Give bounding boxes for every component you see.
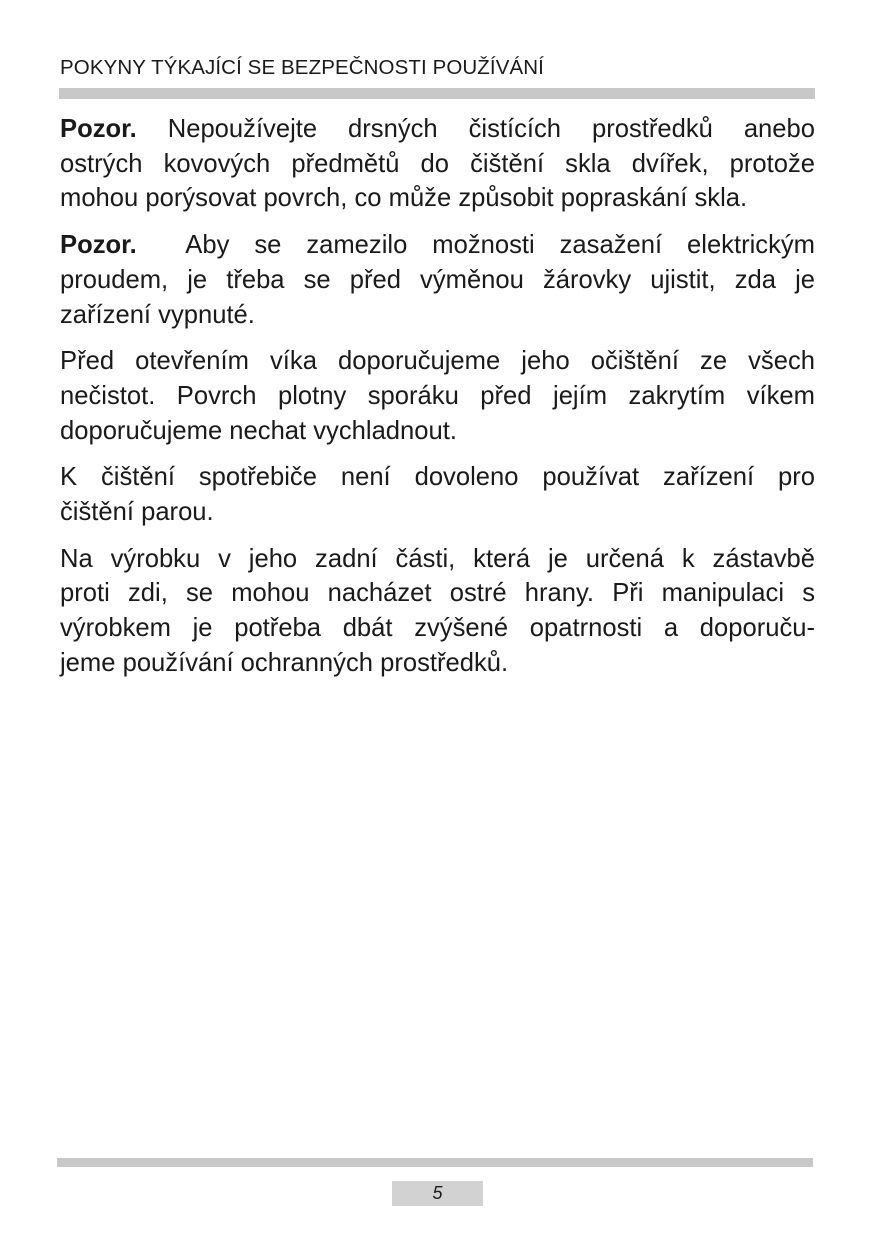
paragraph-sharp-edges	[60, 542, 815, 681]
document-body	[60, 112, 815, 693]
text-line: Na výrobku v jeho zadní části, která je určená k zástavbě	[60, 544, 815, 573]
section-title: POKYNY TÝKAJÍCÍ SE BEZPEČNOSTI POUŽÍVÁNÍ	[60, 56, 544, 79]
text-line: proudem, je třeba se před výměnou žárovky ujistit, zda je	[60, 265, 815, 294]
text-line: proti zdi, se mohou nacházet ostré hrany. Při manipulaci s	[60, 579, 815, 608]
paragraph-warning-glass	[60, 112, 815, 216]
text-line: zařízení vypnuté.	[60, 300, 255, 329]
text-line: mohou porýsovat povrch, co může způsobit popraskání skla.	[60, 184, 748, 213]
paragraph-steam-cleaning	[60, 460, 815, 529]
paragraph-lid-cleaning	[60, 344, 815, 448]
text-line: Pozor. Nepoužívejte drsných čistících prostředků anebo	[60, 115, 815, 143]
text-line: jeme používání ochranných prostředků.	[60, 648, 509, 677]
page-number: 5	[432, 1183, 443, 1203]
text-line: nečistot. Povrch plotny sporáku před jejím zakrytím víkem	[60, 381, 815, 410]
text-line: výrobkem je potřeba dbát zvýšené opatrnosti a doporuču-	[60, 614, 815, 643]
page-number-box	[392, 1181, 483, 1206]
warning-label: Pozor.	[60, 231, 137, 260]
footer-divider	[57, 1158, 813, 1167]
warning-label: Pozor.	[60, 115, 137, 143]
text-line: doporučujeme nechat vychladnout.	[60, 416, 457, 445]
text-line: K čištění spotřebiče není dovoleno používat zařízení pro	[60, 463, 815, 492]
text-line: čištění parou.	[60, 498, 214, 527]
title-divider	[59, 88, 815, 99]
text-line: Před otevřením víka doporučujeme jeho očištění ze všech	[60, 347, 815, 376]
text-line: ostrých kovových předmětů do čištění skla dvířek, protože	[60, 149, 815, 178]
paragraph-warning-electric	[60, 228, 815, 332]
text-line: Pozor. Aby se zamezilo možnosti zasažení elektrickým	[60, 231, 815, 260]
